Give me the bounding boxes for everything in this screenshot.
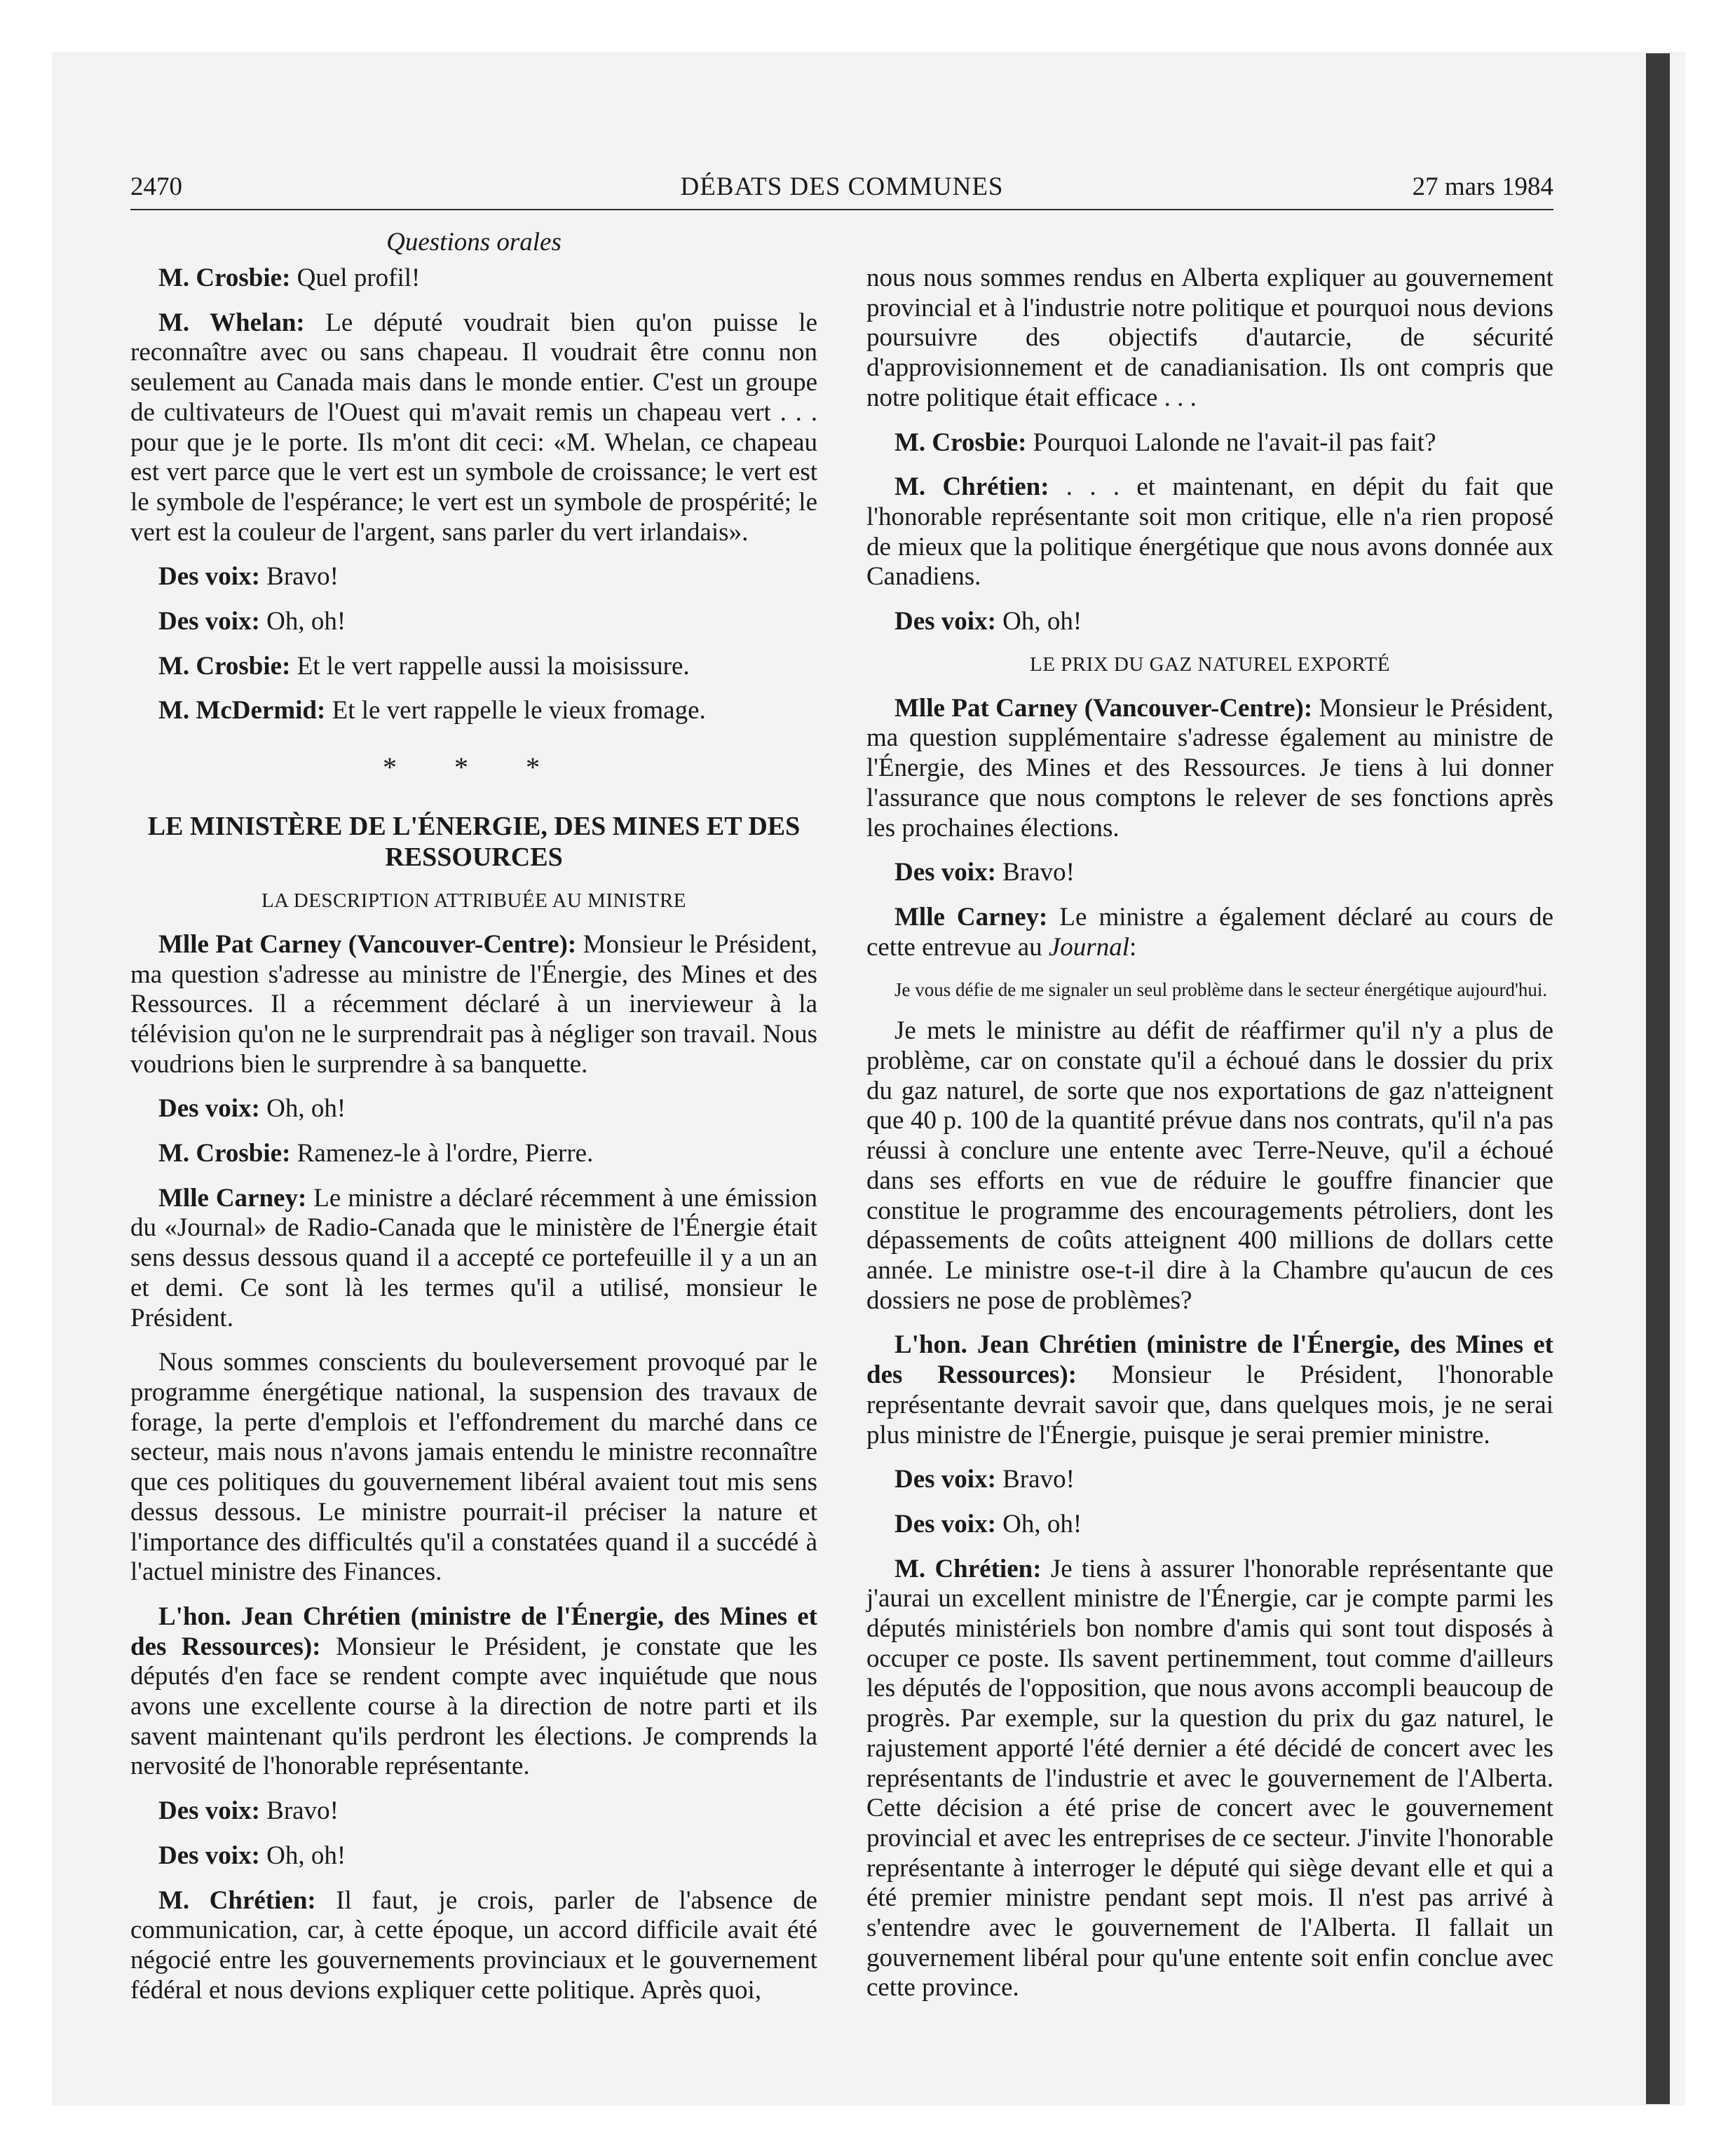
speech: Monsieur le Président, ma question s'adresse au ministre de l'Énergie, des Mines et des Ressources. Il a récemment déclaré à un inervieweur à la télévision qu'on ne le surprendrait pas à négliger son travail. Nous voudrions bien le surprendre à sa banquette.	[130, 929, 817, 1079]
speaker: Mlle Pat Carney (Vancouver-Centre):	[158, 929, 577, 959]
paragraph	[130, 1841, 817, 1871]
speech: Oh, oh!	[259, 1094, 346, 1124]
page-date: 27 mars 1984	[1412, 172, 1553, 201]
publication-title: DÉBATS DES COMMUNES	[680, 172, 1004, 201]
paragraph	[130, 308, 817, 548]
speaker: M. Crosbie:	[158, 1139, 291, 1168]
speech: Oh, oh!	[995, 607, 1082, 636]
right-column	[866, 264, 1553, 2018]
paragraph	[130, 1602, 817, 1782]
page-header	[130, 170, 1553, 210]
speech: Le ministre a également déclaré au cours de cette entrevue au	[866, 902, 1554, 962]
block-quote: Je vous défie de me signaler un seul problème dans le secteur énergétique aujourd'hui.	[894, 979, 1548, 1001]
speaker: Mlle Pat Carney (Vancouver-Centre):	[894, 693, 1313, 723]
speaker: Des voix:	[158, 1841, 260, 1870]
speaker: Des voix:	[158, 607, 260, 636]
paragraph	[130, 1886, 817, 2006]
section-separator: * * *	[383, 751, 565, 784]
paragraph	[130, 1139, 817, 1169]
speaker: Des voix:	[158, 562, 260, 592]
speech: Pourquoi Lalonde ne l'avait-il pas fait?	[1026, 428, 1436, 457]
speech: Oh, oh!	[259, 1841, 346, 1870]
speech: Le député voudrait bien qu'on puisse le reconnaître avec ou sans chapeau. Il voudrait être connu non seulement au Canada mais dans le monde entier. C'est un groupe de cultivateurs de l'Ouest qui m'avait remis un chapeau vert . . . pour que je le porte. Ils m'ont dit ceci: «M. Whelan, ce chapeau est vert parce que le vert est un symbole de croissance; le vert est le symbole de l'espérance; le vert est un symbole de prospérité; le vert est la couleur de l'argent, sans parler du vert irlandais».	[130, 308, 817, 547]
paragraph	[866, 903, 1553, 962]
speech: Monsieur le Président, ma question supplémentaire s'adresse également au ministre de l'Énergie, des Mines et des Ressources. Je tiens à lui donner l'assurance que nous comptons le relever de ses fonctions après les prochaines élections.	[866, 693, 1553, 842]
speech: Monsieur le Président, je constate que les députés d'en face se rendent compte avec inquiétude que nous avons une excellente course à la direction de notre parti et ils savent maintenant qu'ils perdront les élections. Je comprends la nervosité de l'honorable représentante.	[130, 1632, 817, 1781]
speech: Et le vert rappelle le vieux fromage.	[325, 696, 706, 725]
speaker: M. Chrétien:	[158, 1885, 316, 1915]
speech: Il faut, je crois, parler de l'absence de communication, car, à cette époque, un accord difficile avait été négocié entre les gouvernements provinciaux et le gouvernement fédéral et nous devions expliquer cette politique. Après quoi,	[130, 1885, 817, 2005]
speech-tail: :	[1129, 932, 1137, 962]
paragraph	[866, 472, 1553, 592]
paragraph	[866, 1555, 1553, 2004]
section-subtitle: LA DESCRIPTION ATTRIBUÉE AU MINISTRE	[261, 889, 687, 912]
speech: Bravo!	[995, 1465, 1075, 1494]
paragraph	[130, 562, 817, 592]
speech: Oh, oh!	[995, 1509, 1082, 1538]
speaker: Des voix:	[894, 1509, 996, 1538]
paragraph	[130, 607, 817, 637]
page-number: 2470	[130, 172, 182, 201]
paragraph	[866, 694, 1553, 844]
left-column	[130, 264, 817, 2020]
speech: . . . et maintenant, en dépit du fait que l'honorable représentante soit mon critique, elle n'a rien proposé de mieux que la politique énergétique que nous avons donnée aux Canadiens.	[866, 472, 1553, 592]
speech: Et le vert rappelle aussi la moisissure.	[290, 651, 690, 681]
paragraph	[130, 1796, 817, 1827]
speaker: Mlle Carney:	[894, 902, 1048, 932]
paragraph	[130, 1094, 817, 1124]
journal-title: Journal	[1048, 932, 1129, 962]
paragraph	[866, 428, 1553, 458]
paragraph	[866, 1465, 1553, 1495]
speech: Oh, oh!	[259, 607, 346, 636]
section-title: LE MINISTÈRE DE L'ÉNERGIE, DES MINES ET DES RESSOURCES	[147, 811, 801, 872]
paragraph	[130, 264, 817, 294]
speaker: M. Crosbie:	[894, 428, 1027, 457]
speaker: M. Crosbie:	[158, 264, 291, 292]
speaker: Des voix:	[158, 1094, 260, 1124]
paragraph	[866, 607, 1553, 637]
paragraph: Nous sommes conscients du bouleversement provoqué par le programme énergétique national, la suspension des travaux de forage, la perte d'emplois et l'effondrement du marché dans ce secteur, mais nous n'avons jamais entendu le ministre reconnaître que ces politiques du gouvernement libéral avaient tout mis sens dessus dessous. Le ministre pourrait-il préciser la nature et l'importance des difficultés qu'il a constatées quand il a succédé à l'actuel ministre des Finances.	[130, 1348, 817, 1587]
speaker: Des voix:	[894, 858, 996, 887]
paragraph	[130, 652, 817, 682]
paragraph: Je mets le ministre au défit de réaffirmer qu'il n'y a plus de problème, car on constate qu'il a échoué dans le dossier du prix du gaz naturel, de sorte que nos exportations de gaz n'atteignent que 40 p. 100 de la quantité prévue dans nos contrats, qu'il n'a pas réussi à conclure une entente avec Terre-Neuve, qu'il a échoué dans ses efforts en vue de réduire le gouffre financier que constitue le programme des encouragements pétroliers, dont les dépassements de coûts atteignent 400 millions de dollars cette année. Le ministre ose-t-il dire à la Chambre qu'aucun de ces dossiers ne pose de problèmes?	[866, 1016, 1553, 1315]
paragraph	[130, 696, 817, 726]
paragraph	[866, 1330, 1553, 1450]
speaker: M. Chrétien:	[894, 472, 1049, 502]
paragraph	[130, 1184, 817, 1334]
paragraph	[130, 930, 817, 1080]
speaker: M. Crosbie:	[158, 651, 291, 681]
speaker: L'hon. Jean Chrétien (ministre de l'Énergie, des Mines et des Ressources):	[866, 1330, 1553, 1390]
speech: Quel profil!	[290, 264, 421, 292]
speech: Bravo!	[259, 1796, 339, 1826]
speaker: Mlle Carney:	[158, 1183, 307, 1213]
speaker: M. Chrétien:	[894, 1554, 1042, 1583]
paragraph	[866, 858, 1553, 888]
speaker: M. McDermid:	[158, 696, 326, 725]
speech: Le ministre a déclaré récemment à une émission du «Journal» de Radio-Canada que le ministère de l'Énergie était sens dessus dessous quand il a accepté ce portefeuille il y a un an et demi. Ce sont là les termes qu'il a utilisé, monsieur le Président.	[130, 1183, 817, 1332]
scan-edge-bar	[1646, 53, 1670, 2104]
speaker: Des voix:	[894, 607, 996, 636]
speech: Monsieur le Président, l'honorable représentante devrait savoir que, dans quelques mois, je ne serai plus ministre de l'Énergie, puisque je serai premier ministre.	[866, 1360, 1554, 1449]
speaker: M. Whelan:	[158, 308, 305, 337]
speech: Bravo!	[995, 858, 1075, 887]
speech: Bravo!	[259, 562, 339, 592]
running-head: Questions orales	[386, 228, 562, 257]
speaker: Des voix:	[158, 1796, 260, 1826]
speech: Ramenez-le à l'ordre, Pierre.	[290, 1139, 594, 1168]
speaker: Des voix:	[894, 1465, 996, 1494]
speaker: L'hon. Jean Chrétien (ministre de l'Énergie, des Mines et des Ressources):	[130, 1602, 817, 1661]
speech: Je tiens à assurer l'honorable représentante que j'aurai un excellent ministre de l'Énergie, car je compte parmi les députés ministériels bon nombre d'amis qui sont tout disposés à occuper ce poste. Ils savent pertinemment, tout comme d'ailleurs les députés de l'opposition, que nous avons accompli beaucoup de progrès. Par exemple, sur la question du prix du gaz naturel, le rajustement apporté l'été dernier a été décidé de concert avec les représentants de l'industrie et avec le gouvernement de l'Alberta. Cette décision a été prise de concert avec le gouvernement provincial et avec les entreprises de ce secteur. J'invite l'honorable représentante à interroger le député qui siège devant elle et qui a été premier ministre pendant sept mois. Il n'est pas arrivé à s'entendre avec le gouvernement de l'Alberta. Il fallait un gouvernement libéral pour qu'une entente soit enfin conclue avec cette province.	[866, 1554, 1553, 2003]
paragraph	[866, 1510, 1553, 1540]
section-subtitle: LE PRIX DU GAZ NATUREL EXPORTÉ	[1029, 653, 1391, 676]
paragraph: nous nous sommes rendus en Alberta expliquer au gouvernement provincial et à l'industrie notre politique et pourquoi nous devions poursuivre des objectifs d'autarcie, de sécurité d'approvisionnement et de canadianisation. Ils ont compris que notre politique était efficace . . .	[866, 264, 1553, 412]
